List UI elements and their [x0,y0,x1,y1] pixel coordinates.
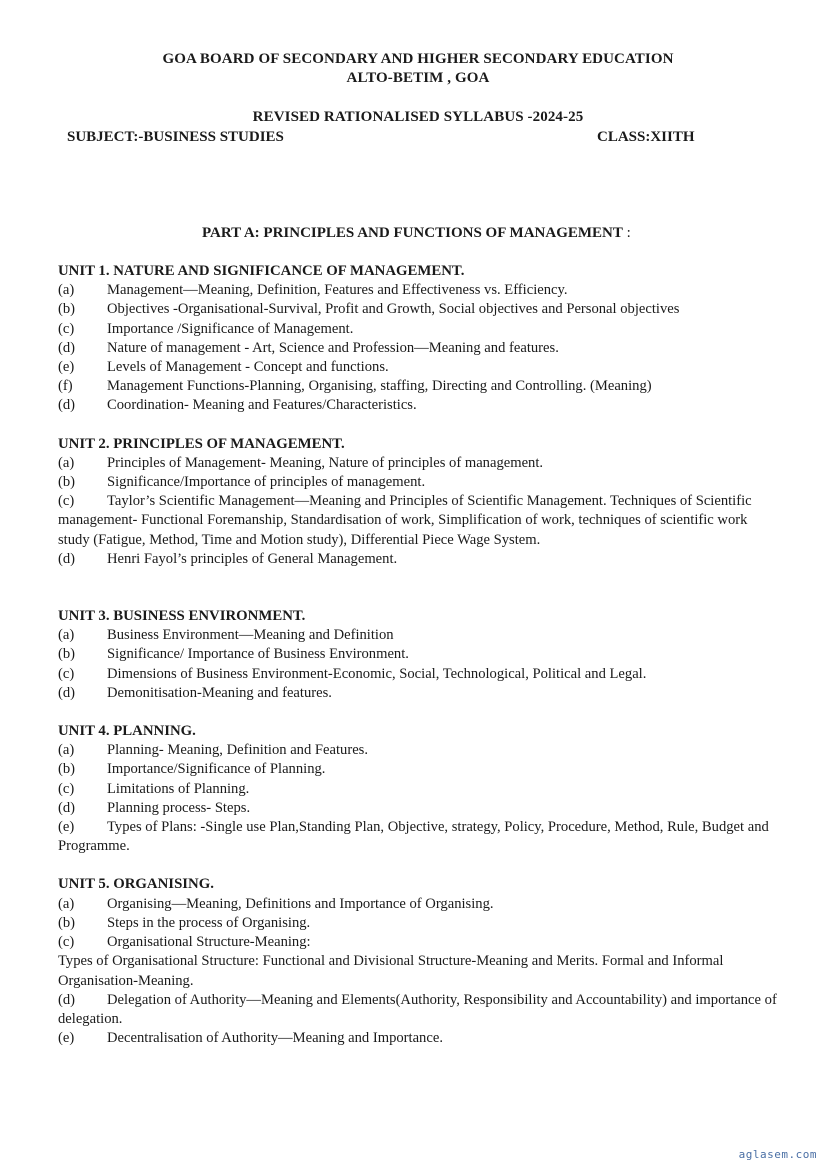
item-marker: (b) [58,761,76,778]
item-marker: (b) [58,646,76,663]
list-item [58,914,778,933]
item-marker: (c) [58,665,75,682]
unit-section [58,722,778,856]
unit-section [58,875,778,1048]
section-spacer [58,569,778,607]
item-text: Decentralisation of Authority—Meaning and Importance. [107,1030,443,1047]
item-text: Significance/ Importance of Business Environment. [107,646,409,663]
unit-title: UNIT 1. NATURE AND SIGNIFICANCE OF MANAGEMENT. [58,263,465,279]
list-item [58,492,778,550]
item-text: Steps in the process of Organising. [107,914,311,931]
list-item [58,550,778,569]
item-marker: (b) [58,474,76,491]
unit-list [58,262,778,1048]
unit-section [58,435,778,569]
list-item [58,300,778,319]
unit-title: UNIT 2. PRINCIPLES OF MANAGEMENT. [58,435,345,452]
item-text: Delegation of Authority—Meaning and Elements(Authority, Responsibility and Accountability) and importance of delegation. [58,991,777,1027]
item-text: Dimensions of Business Environment-Economic, Social, Technological, Political and Legal. [107,665,647,682]
list-item [58,760,778,779]
item-text: Management—Meaning, Definition, Features and Effectiveness vs. Efficiency. [107,282,568,299]
list-item [58,933,778,952]
board-location: ALTO-BETIM , GOA [346,70,490,86]
item-marker: (a) [58,627,75,644]
item-marker: (c) [58,934,75,951]
item-text: Coordination- Meaning and Features/Characteristics. [107,397,417,414]
item-text: Planning process- Steps. [107,799,251,816]
item-marker: (a) [58,895,75,912]
list-item [58,320,778,339]
class-label: CLASS:XIITH [597,129,695,145]
section-spacer [58,416,778,435]
list-item [58,281,778,300]
list-item [58,741,778,760]
list-item [58,339,778,358]
list-item [58,780,778,799]
item-text: Demonitisation-Meaning and features. [107,684,332,701]
list-item [58,895,778,914]
list-item [58,473,778,492]
unit-title: UNIT 4. PLANNING. [58,723,196,740]
item-marker: (a) [58,282,75,299]
item-marker: (e) [58,819,75,836]
section-spacer [58,856,778,875]
item-marker: (d) [58,397,76,414]
part-title [202,225,631,242]
item-text: Objectives -Organisational-Survival, Profit and Growth, Social objectives and Personal objectives [107,301,680,318]
list-item [58,1029,778,1048]
item-text: Importance /Significance of Management. [107,320,354,337]
footer-watermark: aglasem.com [738,1148,817,1161]
item-text: Organising—Meaning, Definitions and Importance of Organising. [107,895,494,912]
item-text: Importance/Significance of Planning. [107,761,326,778]
item-text: Principles of Management- Meaning, Nature of principles of management. [107,454,544,471]
list-item [58,396,778,415]
item-text: Levels of Management - Concept and functions. [107,359,389,376]
item-marker: (a) [58,454,75,471]
list-item [58,684,778,703]
item-marker: (d) [58,991,76,1008]
list-item [58,799,778,818]
item-marker: (d) [58,799,76,816]
item-text: Nature of management - Art, Science and Profession—Meaning and features. [107,339,559,356]
item-marker: (b) [58,301,76,318]
item-marker: (c) [58,493,75,510]
list-item [58,991,778,1029]
part-title-tail: : [622,225,631,241]
item-marker: (d) [58,684,76,701]
item-text: Types of Organisational Structure: Functional and Divisional Structure-Meaning and Merits. Formal and Informal Organisation-Meaning. [58,953,724,989]
item-marker: (b) [58,914,76,931]
item-marker: (c) [58,320,75,337]
list-item [58,358,778,377]
item-marker: (d) [58,550,76,567]
unit-section [58,262,778,416]
item-text: Management Functions-Planning, Organising, staffing, Directing and Controlling. (Meaning) [107,378,652,395]
section-spacer [58,703,778,722]
list-item [58,454,778,473]
item-text: Taylor’s Scientific Management—Meaning and Principles of Scientific Management. Techniques of Scientific management- Functional Foremanship, Standardisation of work, Simplification of work, techniques of scientific work study (Fatigue, Method, Time and Motion study), Differential Piece Wage System. [58,493,752,548]
list-item [58,665,778,684]
item-text: Limitations of Planning. [107,780,250,797]
subject-label: SUBJECT:-BUSINESS STUDIES [67,129,284,145]
item-text: Types of Plans: -Single use Plan,Standing Plan, Objective, strategy, Policy, Procedure, Method, Rule, Budget and Programme. [58,819,769,855]
item-text: Henri Fayol’s principles of General Management. [107,550,398,567]
list-item [58,645,778,664]
unit-title: UNIT 3. BUSINESS ENVIRONMENT. [58,608,306,625]
item-marker: (c) [58,780,75,797]
item-marker: (a) [58,742,75,759]
item-marker: (d) [58,339,76,356]
item-marker: (e) [58,1030,75,1047]
list-item [58,818,778,856]
list-item [58,952,778,990]
part-title-text: PART A: PRINCIPLES AND FUNCTIONS OF MANAGEMENT [202,225,623,241]
unit-section [58,607,778,703]
board-name: GOA BOARD OF SECONDARY AND HIGHER SECONDARY EDUCATION [162,51,674,67]
item-marker: (e) [58,359,75,376]
item-text: Business Environment—Meaning and Definition [107,627,394,644]
item-text: Significance/Importance of principles of management. [107,474,426,491]
item-text: Planning- Meaning, Definition and Features. [107,742,369,759]
unit-title: UNIT 5. ORGANISING. [58,876,214,893]
item-text: Organisational Structure-Meaning: [107,934,311,951]
list-item [58,626,778,645]
list-item [58,377,778,396]
syllabus-title: REVISED RATIONALISED SYLLABUS -2024-25 [252,109,584,125]
item-marker: (f) [58,378,73,395]
